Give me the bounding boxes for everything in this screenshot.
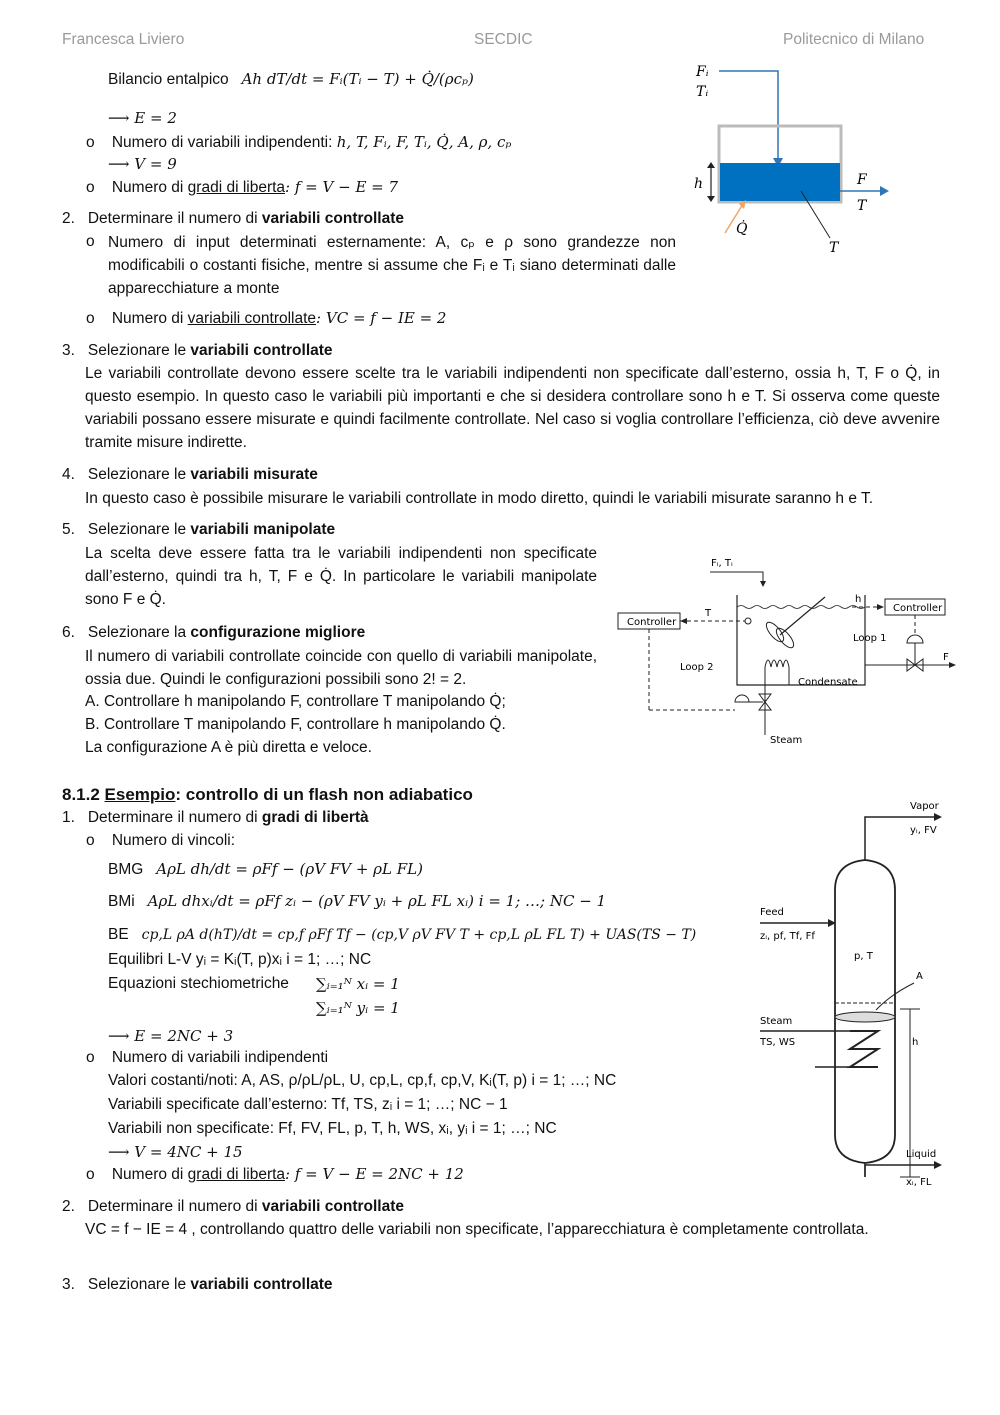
- s2-item-2-heading: [62, 1197, 404, 1217]
- flash-liquid-pipe: [865, 1165, 940, 1177]
- item-prefix: Determinare il numero di: [87, 1198, 262, 1215]
- s2-independent-label: Numero di variabili indipendenti: [111, 1049, 329, 1066]
- ctrl-inlet: [710, 572, 763, 583]
- ctrl-controller-left-label: Controller: [627, 617, 677, 628]
- tank-liquid: [720, 163, 840, 201]
- item-bold: gradi di libertà: [261, 809, 369, 826]
- ctrl-f-label: F: [943, 652, 949, 663]
- dof-prefix: Numero di: [111, 179, 188, 196]
- tank-diagram: [685, 58, 905, 258]
- item-number: 3.: [62, 1276, 75, 1293]
- section-number: 8.1.2: [62, 785, 105, 804]
- independent-label: Numero di variabili indipendenti:: [111, 134, 333, 151]
- s2-independent-heading: [86, 1048, 328, 1068]
- item-3-heading: [62, 341, 333, 361]
- tank-h-label: h: [694, 176, 704, 192]
- item-prefix: Selezionare le: [87, 466, 191, 483]
- variables-count: ⟶ V = 9: [108, 155, 177, 173]
- s2-item-2-text: VC = f − IE = 4 , controllando quattro delle variabili non specificate, l’apparecchiatura è completamente controllata.: [85, 1221, 869, 1238]
- item-number: 5.: [62, 521, 75, 538]
- ctrl-loop2-label: Loop 2: [680, 662, 714, 673]
- s2-item-1-heading: [62, 808, 369, 828]
- ctrl-steam-label: Steam: [770, 735, 803, 746]
- header-institution: Politecnico di Milano: [783, 31, 925, 48]
- flash-diagram: [750, 795, 960, 1195]
- item-number: 1.: [62, 809, 75, 826]
- conclusion: La configurazione A è più diretta e veloce.: [85, 739, 372, 756]
- section-underlined: Esempio: [104, 785, 176, 804]
- flash-pt-label: p, T: [854, 951, 873, 962]
- item-5-text: La scelta deve essere fatta tra le variabili indipendenti non specificate dall’esterno, quindi tra h, T, F e Q̇. In particolare le variabili manipolate sono F e Q̇.: [85, 545, 597, 608]
- level-arrow-up-icon: [707, 162, 715, 168]
- item-number: 3.: [62, 342, 75, 359]
- ctrl-temp-sensor: [745, 618, 751, 624]
- bullet-icon: o: [86, 1166, 95, 1183]
- constraints-label: Numero di vincoli:: [111, 832, 236, 849]
- ctrl-valve-actuator-icon: [907, 635, 923, 643]
- bullet-icon: o: [86, 134, 95, 151]
- flash-liquid-label: Liquid: [906, 1149, 937, 1160]
- unspecified-variables: Variabili non specificate: Ff, FV, FL, p, T, h, WS, xᵢ, yᵢ i = 1; …; NC: [108, 1120, 557, 1137]
- ctrl-temp-arrow-icon: [680, 618, 687, 624]
- item-bold: variabili manipolate: [190, 521, 336, 538]
- dof-equation: : f = V − E = 7: [285, 178, 399, 196]
- ctrl-h-label: h: [855, 594, 862, 605]
- external-inputs-text: Numero di input determinati esternamente: A, cₚ e ρ sono grandezze non modificabili o costanti fisiche, mentre si assume che Fᵢ e Tᵢ siano determinati dalle apparecchiature a monte: [108, 234, 676, 297]
- item-bold: variabili misurate: [190, 466, 318, 483]
- flash-steam-vars: TS, WS: [760, 1037, 796, 1048]
- constraints-count: ⟶ E = 2: [108, 109, 177, 127]
- flash-a-label: A: [916, 971, 923, 982]
- section-rest: : controllo di un flash non adiabatico: [175, 785, 473, 804]
- bullet-icon: o: [86, 233, 95, 250]
- item-prefix: Determinare il numero di: [87, 809, 262, 826]
- tank-t-label: T: [829, 240, 839, 256]
- ctrl-steam-actuator-icon: [735, 695, 749, 702]
- s2-degrees-of-freedom: [86, 1164, 464, 1185]
- bullet-icon: o: [86, 1049, 95, 1066]
- item-prefix: Selezionare le: [87, 521, 191, 538]
- bmg-label: BMG: [108, 861, 144, 878]
- bullet-icon: o: [86, 832, 95, 849]
- specified-variables: Variabili specificate dall’esterno: Tf, TS, zᵢ i = 1; …; NC − 1: [108, 1096, 508, 1113]
- ctrl-fiti-label: Fᵢ, Tᵢ: [711, 558, 733, 569]
- control-loop-diagram: [615, 555, 960, 750]
- item-prefix: Selezionare le: [87, 342, 191, 359]
- item-prefix: Selezionare la: [87, 624, 191, 641]
- inlet-pipe: [719, 71, 778, 162]
- independent-vars: h, T, Fᵢ, F, Tᵢ, Q̇, A, ρ, cₚ: [336, 133, 512, 151]
- item-prefix: Determinare il numero di: [87, 210, 262, 227]
- controlled-vars-count: [86, 308, 446, 329]
- be-equation: cp,L ρA d(hT)/dt = cp,f ρFf Tf − (cp,V ρV FV T + cp,L ρL FL T) + UAS(TS − T): [141, 927, 697, 943]
- flash-vapor-vars: yᵢ, FV: [910, 825, 937, 836]
- s2-dof-prefix: Numero di: [111, 1166, 188, 1183]
- ctrl-t-label: T: [705, 608, 712, 619]
- tank-q-label: Q̇: [736, 221, 748, 237]
- s2-variables-count: ⟶ V = 4NC + 15: [108, 1143, 243, 1161]
- tank-f-label: F: [857, 172, 867, 188]
- bmg-row: [108, 859, 423, 880]
- bmi-label: BMi: [108, 893, 135, 910]
- flash-feed-vars: zᵢ, pf, Tf, Ff: [760, 931, 815, 942]
- bullet-icon: o: [86, 310, 95, 327]
- item-5-heading: [62, 520, 335, 540]
- be-label: BE: [108, 926, 129, 943]
- ctrl-heating-coil: [765, 660, 789, 667]
- ctrl-inlet-arrow-icon: [760, 581, 766, 587]
- item-3-text: Le variabili controllate devono essere scelte tra le variabili indipendenti non specificate dall’esterno, ossia h, T, F o Q̇, in questo esempio. In questo caso le variabili più importanti e che si desidera controllare sono h e T. Si osserva come queste variabili possano essere misurate e quindi facilmente controllate. Nel caso si voglia controllare l’efficienza, ciò deve avvenire tramite misure indirette.: [85, 365, 940, 451]
- independent-variables: [86, 132, 511, 153]
- enthalpy-balance: [108, 69, 474, 90]
- ctrl-liquid-surface: [737, 606, 865, 609]
- ctrl-loop1-label: Loop 1: [853, 633, 887, 644]
- header-author: Francesca Liviero: [62, 31, 185, 48]
- vc-equation: : VC = f − IE = 2: [316, 309, 447, 327]
- tank-t-out-label: T: [857, 198, 867, 214]
- header-course: SECDIC: [474, 31, 533, 48]
- ctrl-stirrer-blade: [773, 626, 796, 651]
- tank-fi-label: Fᵢ: [696, 64, 709, 80]
- item-number: 2.: [62, 1198, 75, 1215]
- stoichiometric-y: ∑ᵢ₌₁ᴺ yᵢ = 1: [316, 999, 400, 1017]
- dof-underlined: gradi di liberta: [187, 179, 286, 196]
- section-title: [62, 785, 473, 805]
- s2-dof-underlined: gradi di liberta: [187, 1166, 286, 1183]
- item-number: 4.: [62, 466, 75, 483]
- ctrl-outlet-arrow-icon: [949, 662, 956, 668]
- s2-constraints-count: ⟶ E = 2NC + 3: [108, 1027, 234, 1045]
- vc-prefix: Numero di: [111, 310, 188, 327]
- ctrl-stirrer-shaft: [780, 597, 825, 635]
- degrees-of-freedom: [86, 177, 398, 198]
- item-bold: variabili controllate: [261, 210, 405, 227]
- constraints-heading: [86, 831, 235, 851]
- ctrl-level-arrow-icon: [877, 604, 884, 610]
- item-number: 6.: [62, 624, 75, 641]
- flash-feed-label: Feed: [760, 907, 784, 918]
- item-bold: variabili controllate: [190, 342, 333, 359]
- item-6-heading: [62, 623, 365, 643]
- stoichiometric-label: Equazioni stechiometriche: [108, 975, 289, 992]
- flash-liquid-arrow-icon: [934, 1161, 942, 1169]
- option-b: B. Controllare T manipolando F, controllare h manipolando Q̇.: [85, 716, 506, 733]
- flash-vapor-arrow-icon: [934, 813, 942, 821]
- lv-equilibrium: Equilibri L-V yᵢ = Kᵢ(T, p)xᵢ i = 1; …; NC: [108, 951, 372, 968]
- outlet-arrow-icon: [880, 186, 889, 196]
- item-6-text: Il numero di variabili controllate coincide con quello di variabili manipolate, ossia due. Quindi le configurazioni possibili sono 2! = 2.: [85, 648, 597, 688]
- bullet-icon: o: [86, 179, 95, 196]
- flash-liquid-vars: xᵢ, FL: [906, 1177, 932, 1188]
- bmi-row: [108, 891, 606, 912]
- vc-underlined: variabili controllate: [187, 310, 317, 327]
- item-4-text: In questo caso è possibile misurare le variabili controllate in modo diretto, quindi le variabili misurate saranno h e T.: [85, 490, 874, 507]
- bmg-equation: AρL dh/dt = ρFf − (ρV FV + ρL FL): [156, 860, 423, 878]
- item-bold: configurazione migliore: [190, 624, 366, 641]
- flash-vapor-label: Vapor: [910, 801, 939, 812]
- ctrl-condensate-label: Condensate: [798, 677, 858, 688]
- bmi-equation: AρL dhxᵢ/dt = ρFf zᵢ − (ρV FV yᵢ + ρL FL xᵢ) i = 1; …; NC − 1: [147, 892, 607, 910]
- be-row: [108, 925, 696, 945]
- s2-dof-equation: : f = V − E = 2NC + 12: [285, 1165, 464, 1183]
- option-a: A. Controllare h manipolando F, controllare T manipolando Q̇;: [85, 693, 506, 710]
- item-bold: variabili controllate: [261, 1198, 405, 1215]
- flash-steam-label: Steam: [760, 1016, 793, 1027]
- flash-vapor-pipe: [865, 817, 940, 860]
- stoichiometric-x: ∑ᵢ₌₁ᴺ xᵢ = 1: [316, 975, 400, 993]
- item-bold: variabili controllate: [190, 1276, 333, 1293]
- tank-ti-label: Tᵢ: [696, 84, 709, 100]
- level-arrow-down-icon: [707, 196, 715, 202]
- item-number: 2.: [62, 210, 75, 227]
- s2-item-3-heading: [62, 1275, 333, 1295]
- enthalpy-equation: Ah dT/dt = Fᵢ(Tᵢ − T) + Q̇/(ρcₚ): [241, 70, 474, 88]
- ctrl-controller-right-label: Controller: [893, 603, 943, 614]
- item-2-heading: [62, 209, 404, 229]
- constant-values: Valori costanti/noti: A, AS, ρ/ρL/ρL, U, cp,L, cp,f, cp,V, Kᵢ(T, p) i = 1; …; NC: [108, 1072, 617, 1089]
- item-4-heading: [62, 465, 318, 485]
- flash-heating-coil: [850, 1031, 878, 1067]
- enthalpy-label: Bilancio entalpico: [108, 71, 229, 88]
- flash-h-label: h: [912, 1037, 919, 1048]
- flash-demister: [835, 1012, 895, 1022]
- item-prefix: Selezionare le: [87, 1276, 191, 1293]
